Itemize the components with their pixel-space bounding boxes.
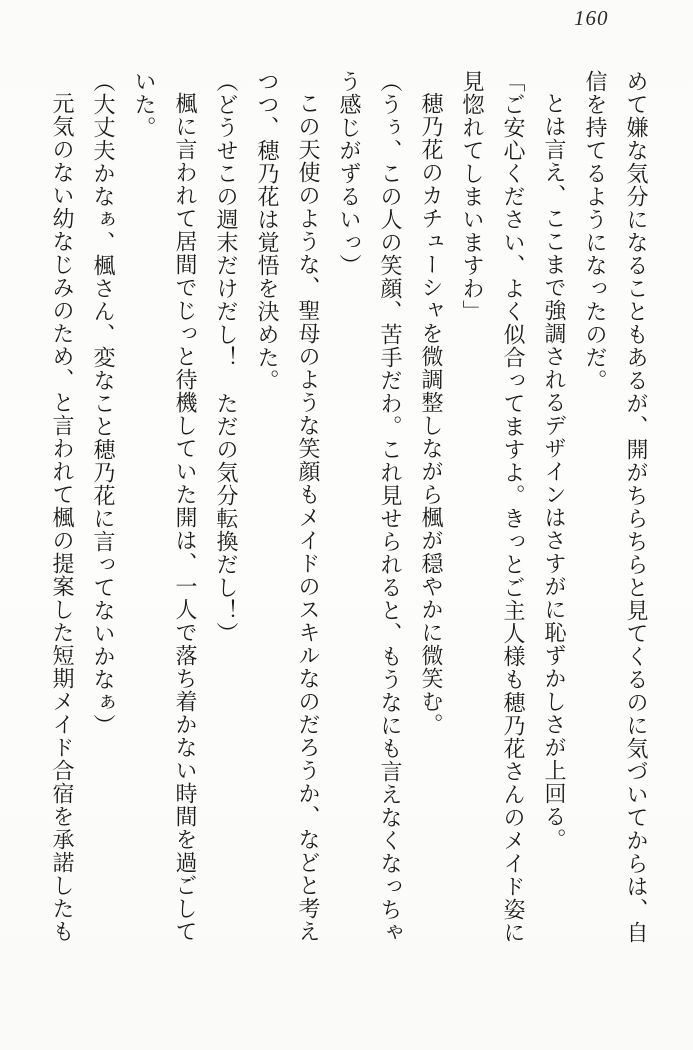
text-line: 楓に言われて居間でじっと待機していた開は、一人で落ち着かない時間を過ごして [173, 92, 198, 943]
vertical-text-block [42, 70, 657, 950]
text-line: 見惚れてしまいますわ」 [460, 70, 485, 323]
text-line: めて嫌な気分になることもあるが、開がちらちらと見てくるのに気づいてからは、自 [624, 70, 649, 944]
text-line: つつ、穂乃花は覚悟を決めた。 [255, 70, 280, 392]
text-line: （どうせこの週末だけだし！ ただの気分転換だし！） [214, 70, 239, 645]
text-line: （うぅ、この人の笑顔、苦手だわ。これ見せられると、もうなにも言えなくなっちゃ [378, 70, 403, 944]
text-line: 信を持てるようになったのだ。 [583, 70, 608, 392]
text-line: （大丈夫かなぁ、楓さん、変なこと穂乃花に言ってないかなぁ） [91, 70, 116, 737]
text-line: 「ご安心ください、よく似合ってますよ。きっとご主人様も穂乃花さんのメイド姿に [501, 70, 526, 944]
text-line: いた。 [132, 70, 157, 139]
text-line: 元気のない幼なじみのため、と言われて楓の提案した短期メイド合宿を承諾したも [50, 92, 75, 943]
text-line: 穂乃花のカチューシャを微調整しながら楓が穏やかに微笑む。 [419, 92, 444, 736]
text-line: とは言え、ここまで強調されるデザインはさすがに恥ずかしさが上回る。 [542, 92, 567, 851]
text-line: この天使のような、聖母のような笑顔もメイドのスキルなのだろうか、などと考え [296, 92, 321, 943]
page-number: 160 [574, 6, 609, 30]
text-line: う感じがずるいっ） [337, 70, 362, 277]
